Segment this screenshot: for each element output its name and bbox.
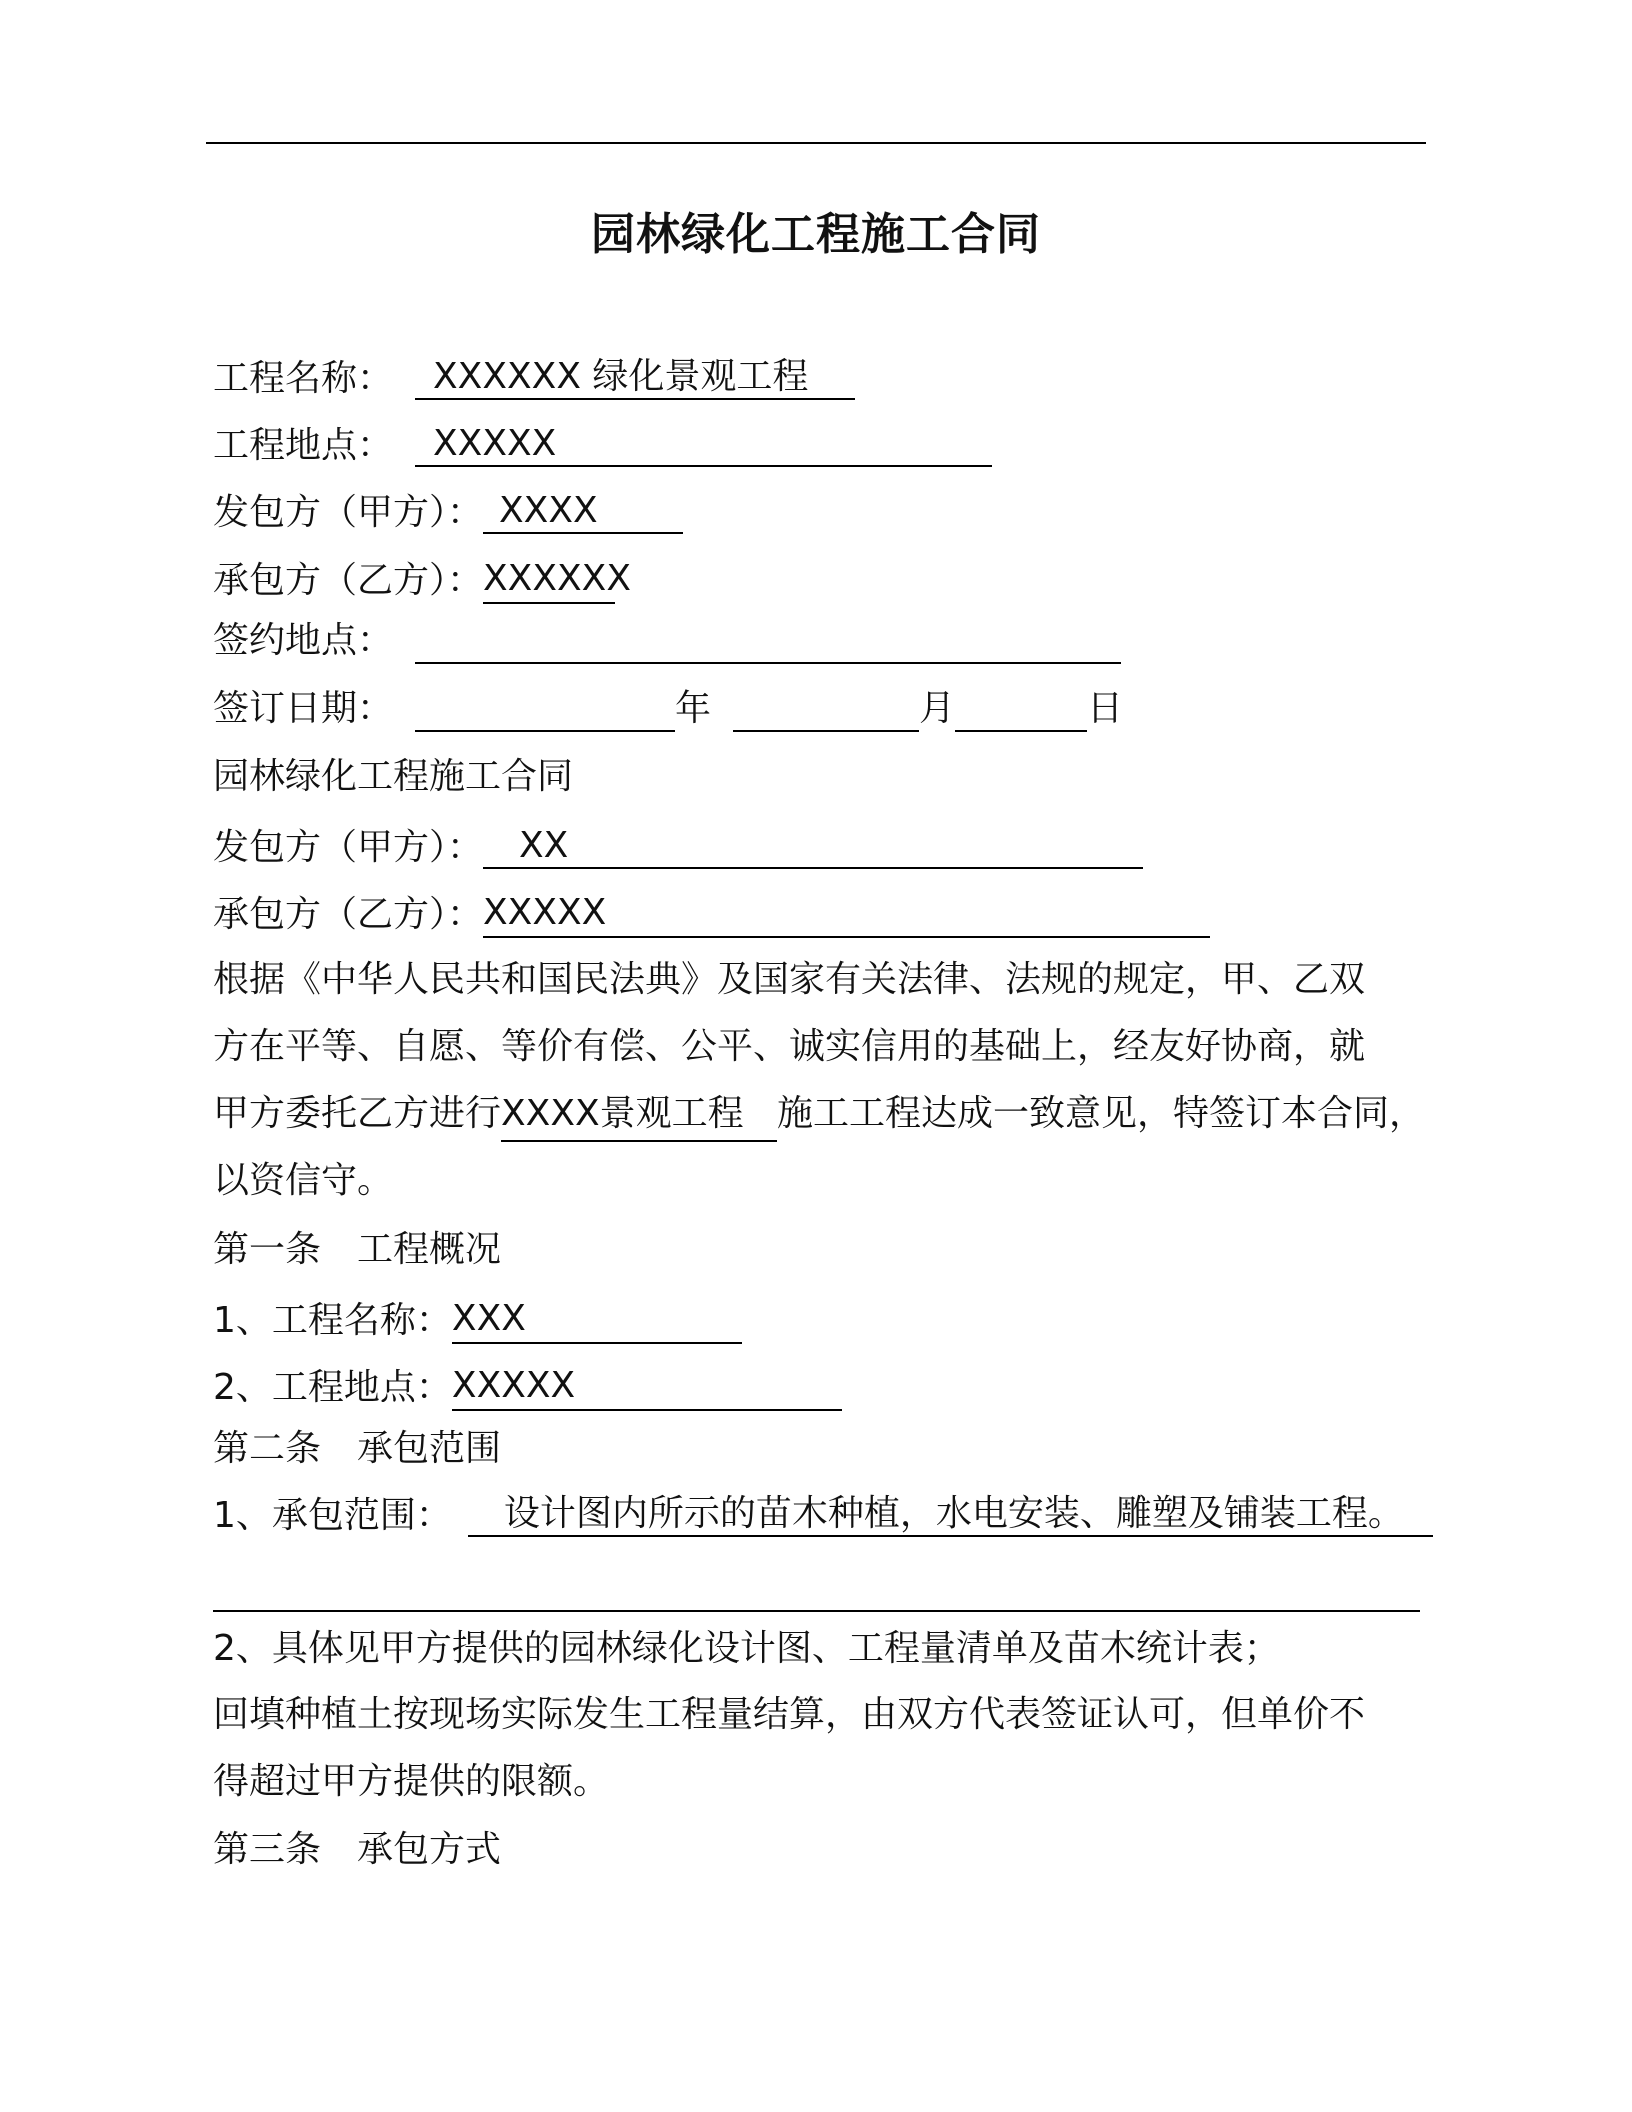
article-1-item-1: 1、工程名称：XXX xyxy=(213,1296,742,1346)
contract-subtitle: 园林绿化工程施工合同 xyxy=(213,756,574,797)
article-1-item-2: 2、工程地点：XXXXX xyxy=(213,1363,842,1413)
contract-party-b-row xyxy=(213,890,1210,940)
project-name-label: 工程名称： xyxy=(213,358,394,399)
contract-party-a-label: 发包方（甲方）： xyxy=(213,827,484,868)
contract-party-b-label: 承包方（乙方）： xyxy=(213,894,484,935)
contract-party-a-row xyxy=(213,823,1143,873)
day-label: 日 xyxy=(1087,688,1124,729)
document-title: 园林绿化工程施工合同 xyxy=(591,209,1041,260)
paragraph-line: 回填种植土按现场实际发生工程量结算，由双方代表签证认可，但单价不 xyxy=(213,1694,1366,1735)
article-3-heading: 第三条 承包方式 xyxy=(213,1829,502,1870)
article-2-item-1: 1、承包范围： 设计图内所示的苗木种植，水电安装、雕塑及铺装工程。 xyxy=(213,1491,1433,1541)
paragraph-line: 得超过甲方提供的限额。 xyxy=(213,1761,610,1802)
project-site-field: XXXXX xyxy=(415,421,992,467)
preamble-line: 根据《中华人民共和国民法典》及国家有关法律、法规的规定，甲、乙双 xyxy=(213,959,1366,1000)
day-field xyxy=(955,684,1087,732)
project-site-label: 工程地点： xyxy=(213,425,394,466)
year-field xyxy=(415,684,675,732)
article-2-heading: 第二条 承包范围 xyxy=(213,1428,502,1469)
blank-underline xyxy=(213,1610,1420,1612)
sign-date-row xyxy=(213,684,1123,734)
party-b-field: XXXXXX xyxy=(483,556,615,604)
year-label: 年 xyxy=(675,688,712,729)
party-b-row xyxy=(213,556,631,606)
article-2-item-1-field: 设计图内所示的苗木种植，水电安装、雕塑及铺装工程。 xyxy=(468,1491,1433,1537)
project-site-row xyxy=(213,421,992,471)
sign-place-label: 签约地点： xyxy=(213,620,394,661)
preamble-line: 甲方委托乙方进行XXXX景观工程 施工工程达成一致意见，特签订本合同， xyxy=(213,1080,1453,1147)
party-b-label: 承包方（乙方）： xyxy=(213,560,484,601)
contract-party-b-field: XXXXX xyxy=(483,890,1210,938)
top-rule xyxy=(206,142,1426,144)
project-name-inline-field: XXXX景观工程 xyxy=(501,1080,777,1142)
sign-date-label: 签订日期： xyxy=(213,688,394,729)
preamble-line: 方在平等、自愿、等价有偿、公平、诚实信用的基础上，经友好协商，就 xyxy=(213,1026,1366,1067)
article-1-item-1-field: XXX xyxy=(452,1296,742,1344)
article-2-item-2: 2、具体见甲方提供的园林绿化设计图、工程量清单及苗木统计表； xyxy=(213,1628,1280,1669)
project-name-row xyxy=(213,354,855,404)
project-name-field: XXXXXX 绿化景观工程 xyxy=(415,354,855,400)
preamble-line: 以资信守。 xyxy=(213,1160,394,1201)
sign-place-field xyxy=(415,616,1121,664)
sign-place-row xyxy=(213,616,1121,666)
article-1-item-2-field: XXXXX xyxy=(452,1363,842,1411)
month-label: 月 xyxy=(919,688,956,729)
article-1-heading: 第一条 工程概况 xyxy=(213,1229,502,1270)
article-2-paragraph xyxy=(213,1681,1453,1815)
month-field xyxy=(733,684,919,732)
contract-party-a-field: XX xyxy=(483,823,1143,869)
party-a-row xyxy=(213,488,683,538)
party-a-label: 发包方（甲方）： xyxy=(213,492,484,533)
party-a-field: XXXX xyxy=(483,488,683,534)
preamble xyxy=(213,946,1453,1214)
